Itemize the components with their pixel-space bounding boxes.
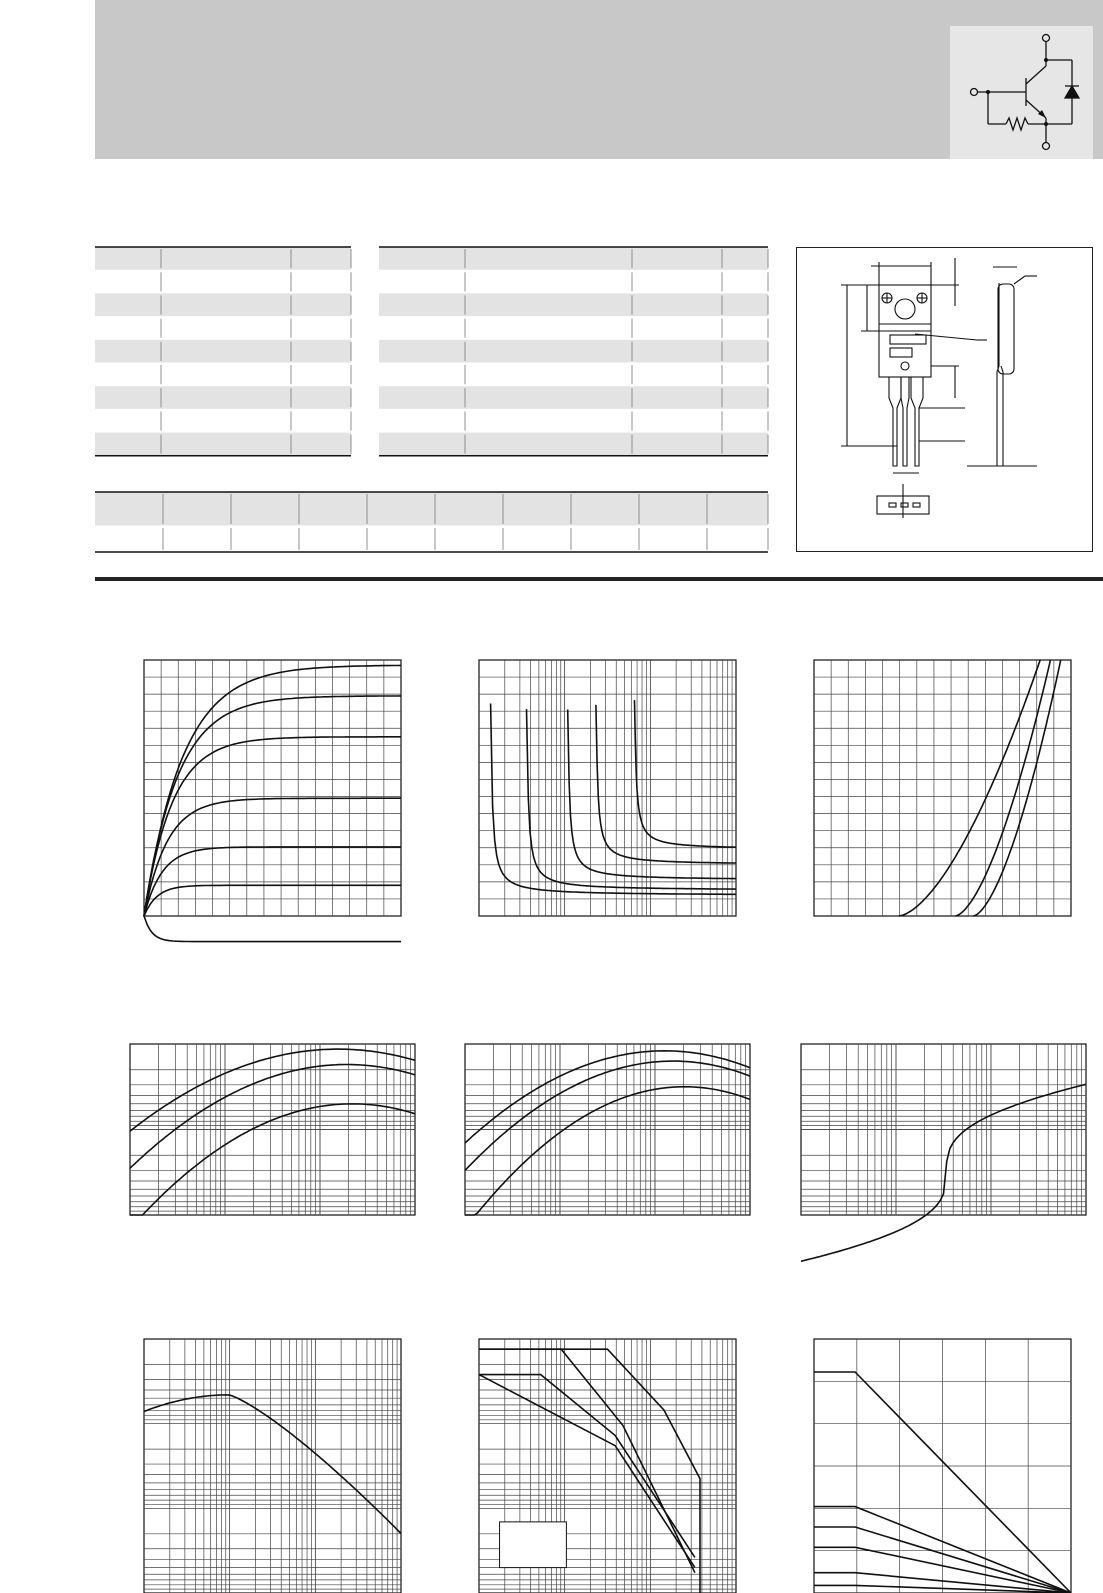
chart-ic-vce	[144, 660, 401, 916]
table-row-shade	[379, 386, 768, 409]
chart-power-derating	[814, 1339, 1071, 1593]
soa-legend-box	[500, 1522, 567, 1568]
table-row-shade	[379, 293, 768, 316]
chart-frame	[144, 1339, 401, 1593]
curve-ib-1	[144, 696, 401, 916]
curve-ib-4	[144, 847, 401, 916]
curve-hfe-1	[465, 1061, 750, 1170]
darlington-transistor-with-diode-symbol-icon	[950, 26, 1093, 159]
curve-temp-1	[955, 660, 1050, 916]
chart-thermal-resistance	[801, 1044, 1086, 1215]
curve-ib-3	[144, 798, 401, 916]
curve-ib-0	[144, 665, 401, 916]
table-row-shade	[95, 340, 351, 363]
absolute-ratings-table	[95, 247, 351, 457]
chart-ic-vbe	[814, 660, 1071, 916]
curve-ic-2	[568, 710, 736, 879]
section-rule	[95, 577, 1103, 581]
curve-ic-4	[635, 700, 737, 847]
curve-hfe-0	[130, 1049, 415, 1131]
table-row-shade	[379, 247, 768, 270]
table-row-shade	[95, 492, 768, 526]
curve-hfe-2	[130, 1104, 415, 1215]
classification-table	[95, 492, 768, 556]
table-row-shade	[95, 293, 351, 316]
table-row-shade	[95, 386, 351, 409]
chart-safe-operating-area	[479, 1339, 736, 1593]
circuit-symbol-panel	[950, 26, 1093, 159]
table-row-shade	[379, 340, 768, 363]
package-drawing-frame	[796, 247, 1093, 552]
curve-ib-5	[144, 885, 401, 916]
table-row-shade	[95, 247, 351, 270]
table-row-shade	[95, 433, 351, 456]
chart-frequency	[144, 1339, 401, 1593]
electrical-characteristics-table	[379, 247, 768, 457]
chart-hfe-ic-1	[130, 1044, 415, 1215]
chart-hfe-ic-2	[465, 1044, 750, 1215]
table-row-shade	[379, 433, 768, 456]
curve-ib-6	[144, 916, 401, 942]
chart-frame	[144, 660, 401, 916]
chart-vce-ib	[479, 660, 736, 916]
curve-temp-0	[899, 660, 1040, 916]
to220f-package-outline-drawing-icon	[797, 248, 1094, 553]
